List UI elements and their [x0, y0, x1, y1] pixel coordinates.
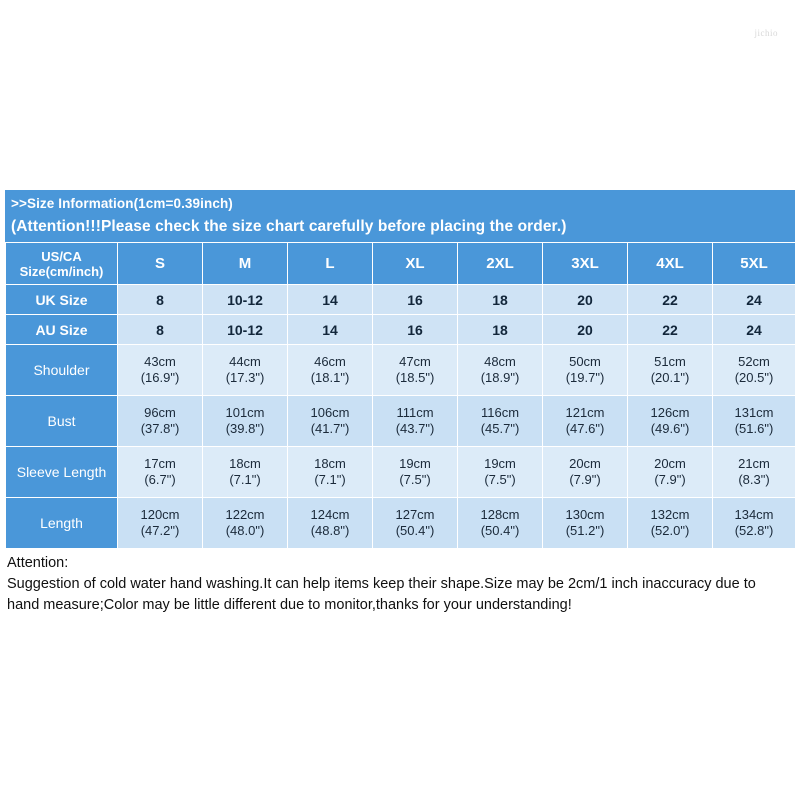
length-4xl — [628, 498, 713, 549]
table-row-sizes — [6, 243, 796, 285]
value-inch: (7.5") — [399, 472, 431, 487]
size-cell-xl: XL — [373, 243, 458, 285]
bust-4xl — [628, 396, 713, 447]
table-row-au-size — [6, 315, 796, 345]
value-cm: 122cm — [225, 507, 265, 522]
value-cm: 17cm — [144, 456, 176, 471]
sleeve-m — [203, 447, 288, 498]
shoulder-m — [203, 345, 288, 396]
shoulder-3xl — [543, 345, 628, 396]
value-cm: 19cm — [484, 456, 516, 471]
value-cm: 106cm — [310, 405, 350, 420]
bust-3xl — [543, 396, 628, 447]
table-row-sleeve-length — [6, 447, 796, 498]
value-cm: 51cm — [654, 354, 686, 369]
value-inch: (7.9") — [569, 472, 601, 487]
au-value-xl: 16 — [373, 315, 458, 345]
au-value-m: 10-12 — [203, 315, 288, 345]
length-s — [118, 498, 203, 549]
au-value-2xl: 18 — [458, 315, 543, 345]
shoulder-4xl — [628, 345, 713, 396]
value-inch: (7.1") — [229, 472, 261, 487]
row-label-shoulder: Shoulder — [6, 345, 118, 396]
uk-value-4xl: 22 — [628, 285, 713, 315]
value-cm: 18cm — [314, 456, 346, 471]
attention-line-2: hand measure;Color may be little different due to monitor,thanks for your understanding! — [7, 597, 572, 613]
value-inch: (45.7") — [480, 421, 520, 436]
bust-l — [288, 396, 373, 447]
sleeve-s — [118, 447, 203, 498]
header-cell-uscasize — [6, 243, 118, 285]
value-inch: (7.1") — [314, 472, 346, 487]
value-inch: (20.1") — [650, 370, 690, 385]
row-label-length: Length — [6, 498, 118, 549]
sleeve-3xl — [543, 447, 628, 498]
value-cm: 127cm — [395, 507, 435, 522]
attention-title: Attention: — [7, 555, 69, 571]
header-label-line2: Size(cm/inch) — [19, 263, 104, 279]
length-m — [203, 498, 288, 549]
size-cell-m: M — [203, 243, 288, 285]
size-cell-5xl: 5XL — [713, 243, 796, 285]
value-cm: 131cm — [734, 405, 774, 420]
bust-5xl — [713, 396, 796, 447]
value-inch: (19.7") — [565, 370, 605, 385]
value-inch: (41.7") — [310, 421, 350, 436]
value-cm: 43cm — [144, 354, 176, 369]
table-row-length — [6, 498, 796, 549]
value-cm: 128cm — [480, 507, 520, 522]
header-label-line1: US/CA — [41, 248, 82, 264]
shoulder-l — [288, 345, 373, 396]
value-inch: (7.5") — [484, 472, 516, 487]
value-inch: (18.5") — [395, 370, 435, 385]
row-label-bust: Bust — [6, 396, 118, 447]
value-cm: 52cm — [738, 354, 770, 369]
attention-note — [5, 551, 795, 616]
value-inch: (39.8") — [225, 421, 265, 436]
row-label-au-size: AU Size — [6, 315, 118, 345]
size-cell-l: L — [288, 243, 373, 285]
row-label-sleeve-length: Sleeve Length — [6, 447, 118, 498]
uk-value-l: 14 — [288, 285, 373, 315]
value-cm: 101cm — [225, 405, 265, 420]
value-cm: 120cm — [140, 507, 180, 522]
size-cell-4xl: 4XL — [628, 243, 713, 285]
value-inch: (20.5") — [734, 370, 774, 385]
uk-value-5xl: 24 — [713, 285, 796, 315]
value-cm: 116cm — [480, 405, 520, 420]
au-value-3xl: 20 — [543, 315, 628, 345]
shoulder-2xl — [458, 345, 543, 396]
length-l — [288, 498, 373, 549]
uk-value-xl: 16 — [373, 285, 458, 315]
uk-value-m: 10-12 — [203, 285, 288, 315]
value-cm: 130cm — [565, 507, 605, 522]
table-row-uk-size — [6, 285, 796, 315]
watermark-text: jichio — [754, 28, 778, 38]
sleeve-4xl — [628, 447, 713, 498]
size-chart — [5, 190, 795, 616]
au-value-s: 8 — [118, 315, 203, 345]
value-cm: 47cm — [399, 354, 431, 369]
table-row-shoulder — [6, 345, 796, 396]
sleeve-xl — [373, 447, 458, 498]
au-value-l: 14 — [288, 315, 373, 345]
value-inch: (49.6") — [650, 421, 690, 436]
value-cm: 50cm — [569, 354, 601, 369]
value-cm: 124cm — [310, 507, 350, 522]
value-cm: 121cm — [565, 405, 605, 420]
value-inch: (18.1") — [310, 370, 350, 385]
value-cm: 20cm — [569, 456, 601, 471]
value-cm: 19cm — [399, 456, 431, 471]
value-inch: (17.3") — [225, 370, 265, 385]
value-cm: 20cm — [654, 456, 686, 471]
row-label-uk-size: UK Size — [6, 285, 118, 315]
value-inch: (50.4") — [395, 523, 435, 538]
value-inch: (48.0") — [225, 523, 265, 538]
value-inch: (6.7") — [144, 472, 176, 487]
value-cm: 96cm — [144, 405, 176, 420]
size-information-heading: >>Size Information(1cm=0.39inch) — [5, 190, 795, 215]
value-inch: (7.9") — [654, 472, 686, 487]
size-cell-2xl: 2XL — [458, 243, 543, 285]
value-cm: 134cm — [734, 507, 774, 522]
value-cm: 21cm — [738, 456, 770, 471]
length-xl — [373, 498, 458, 549]
shoulder-5xl — [713, 345, 796, 396]
value-inch: (52.8") — [734, 523, 774, 538]
attention-line-1: Suggestion of cold water hand washing.It can help items keep their shape.Size may be 2cm/1 inch inaccuracy due to — [7, 576, 756, 592]
length-3xl — [543, 498, 628, 549]
size-table — [5, 242, 796, 549]
value-inch: (8.3") — [738, 472, 770, 487]
value-inch: (48.8") — [310, 523, 350, 538]
table-row-bust — [6, 396, 796, 447]
value-inch: (50.4") — [480, 523, 520, 538]
size-cell-3xl: 3XL — [543, 243, 628, 285]
value-inch: (47.6") — [565, 421, 605, 436]
length-5xl — [713, 498, 796, 549]
au-value-4xl: 22 — [628, 315, 713, 345]
value-cm: 132cm — [650, 507, 690, 522]
value-cm: 111cm — [396, 405, 434, 420]
uk-value-2xl: 18 — [458, 285, 543, 315]
value-cm: 48cm — [484, 354, 516, 369]
sleeve-5xl — [713, 447, 796, 498]
uk-value-3xl: 20 — [543, 285, 628, 315]
value-cm: 46cm — [314, 354, 346, 369]
bust-s — [118, 396, 203, 447]
value-inch: (16.9") — [140, 370, 180, 385]
au-value-5xl: 24 — [713, 315, 796, 345]
value-inch: (37.8") — [140, 421, 180, 436]
value-inch: (47.2") — [140, 523, 180, 538]
bust-2xl — [458, 396, 543, 447]
uk-value-s: 8 — [118, 285, 203, 315]
sleeve-l — [288, 447, 373, 498]
value-inch: (43.7") — [395, 421, 435, 436]
value-inch: (52.0") — [650, 523, 690, 538]
size-attention-heading: (Attention!!!Please check the size chart carefully before placing the order.) — [5, 215, 795, 242]
bust-m — [203, 396, 288, 447]
sleeve-2xl — [458, 447, 543, 498]
shoulder-xl — [373, 345, 458, 396]
size-cell-s: S — [118, 243, 203, 285]
shoulder-s — [118, 345, 203, 396]
value-cm: 44cm — [229, 354, 261, 369]
value-inch: (51.2") — [565, 523, 605, 538]
value-cm: 18cm — [229, 456, 261, 471]
value-inch: (51.6") — [734, 421, 774, 436]
value-inch: (18.9") — [480, 370, 520, 385]
length-2xl — [458, 498, 543, 549]
value-cm: 126cm — [650, 405, 690, 420]
bust-xl — [373, 396, 458, 447]
